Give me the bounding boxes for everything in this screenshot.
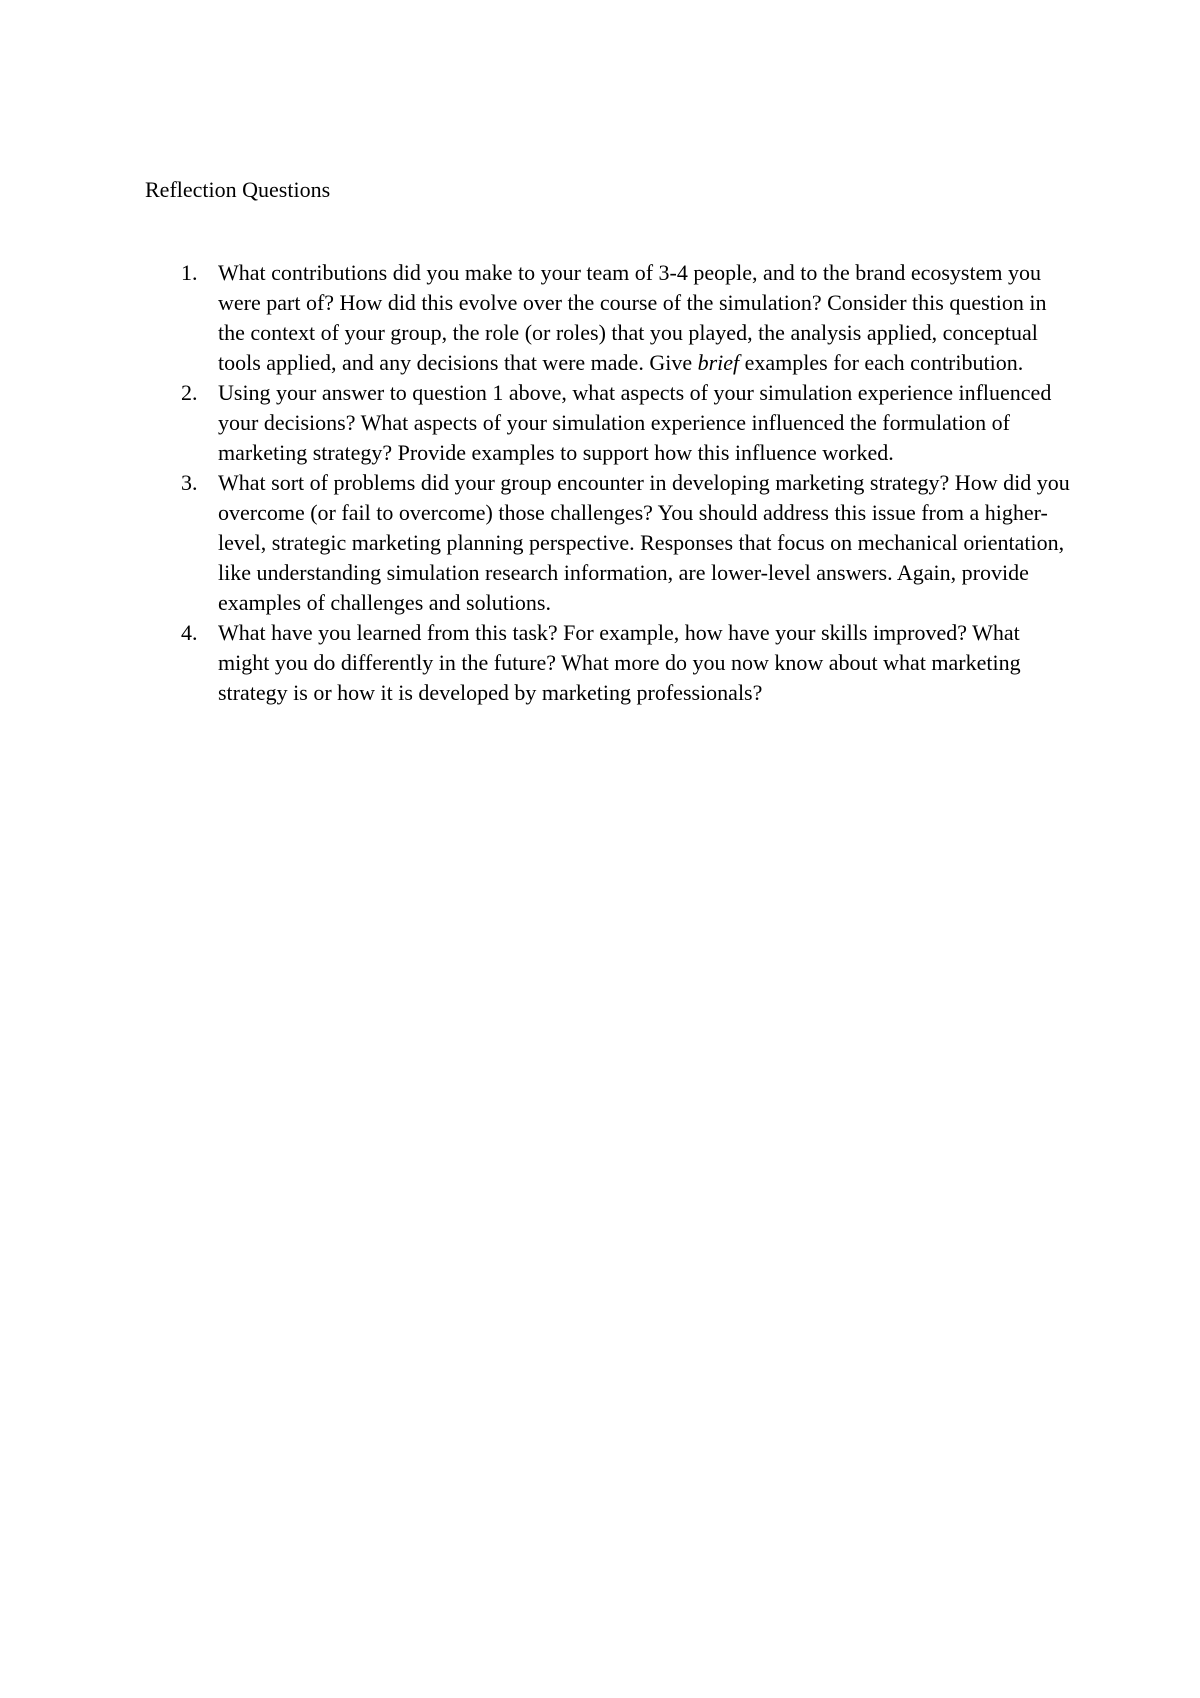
question-item-4 xyxy=(145,618,1070,708)
emphasis-text: brief xyxy=(697,350,740,375)
question-number: 4. xyxy=(181,620,198,645)
question-item-2 xyxy=(145,378,1070,468)
question-item-3 xyxy=(145,468,1070,618)
question-list xyxy=(145,258,1070,708)
question-text: What have you learned from this task? For example, how have your skills improved? What might you do differently in the future? What more do you now know about what marketing strategy is or how it is developed by marketing professionals? xyxy=(218,620,1021,705)
document-title: Reflection Questions xyxy=(145,177,331,202)
question-text: Using your answer to question 1 above, what aspects of your simulation experience influenced your decisions? What aspects of your simulation experience influenced the formulation of marketing strategy? Provide examples to support how this influence worked. xyxy=(218,380,1052,465)
question-text-part: What contributions did you make to your team of 3-4 people, and to the brand ecosystem you were part of? How did this evolve over the course of the simulation? Consider this question in the context of your group, the role (or roles) that you played, the analysis applied, conceptual tools applied, and any decisions that were made. Give xyxy=(218,260,1047,375)
question-text: What sort of problems did your group encounter in developing marketing strategy? How did you overcome (or fail to overcome) those challenges? You should address this issue from a higher-level, strategic marketing planning perspective. Responses that focus on mechanical orientation, like understanding simulation research information, are lower-level answers. Again, provide examples of challenges and solutions. xyxy=(218,470,1070,615)
question-text xyxy=(218,260,1046,375)
question-number: 2. xyxy=(181,380,198,405)
question-item-1 xyxy=(145,258,1070,378)
question-text-part: examples for each contribution. xyxy=(739,350,1024,375)
question-number: 1. xyxy=(181,260,198,285)
question-number: 3. xyxy=(181,470,198,495)
